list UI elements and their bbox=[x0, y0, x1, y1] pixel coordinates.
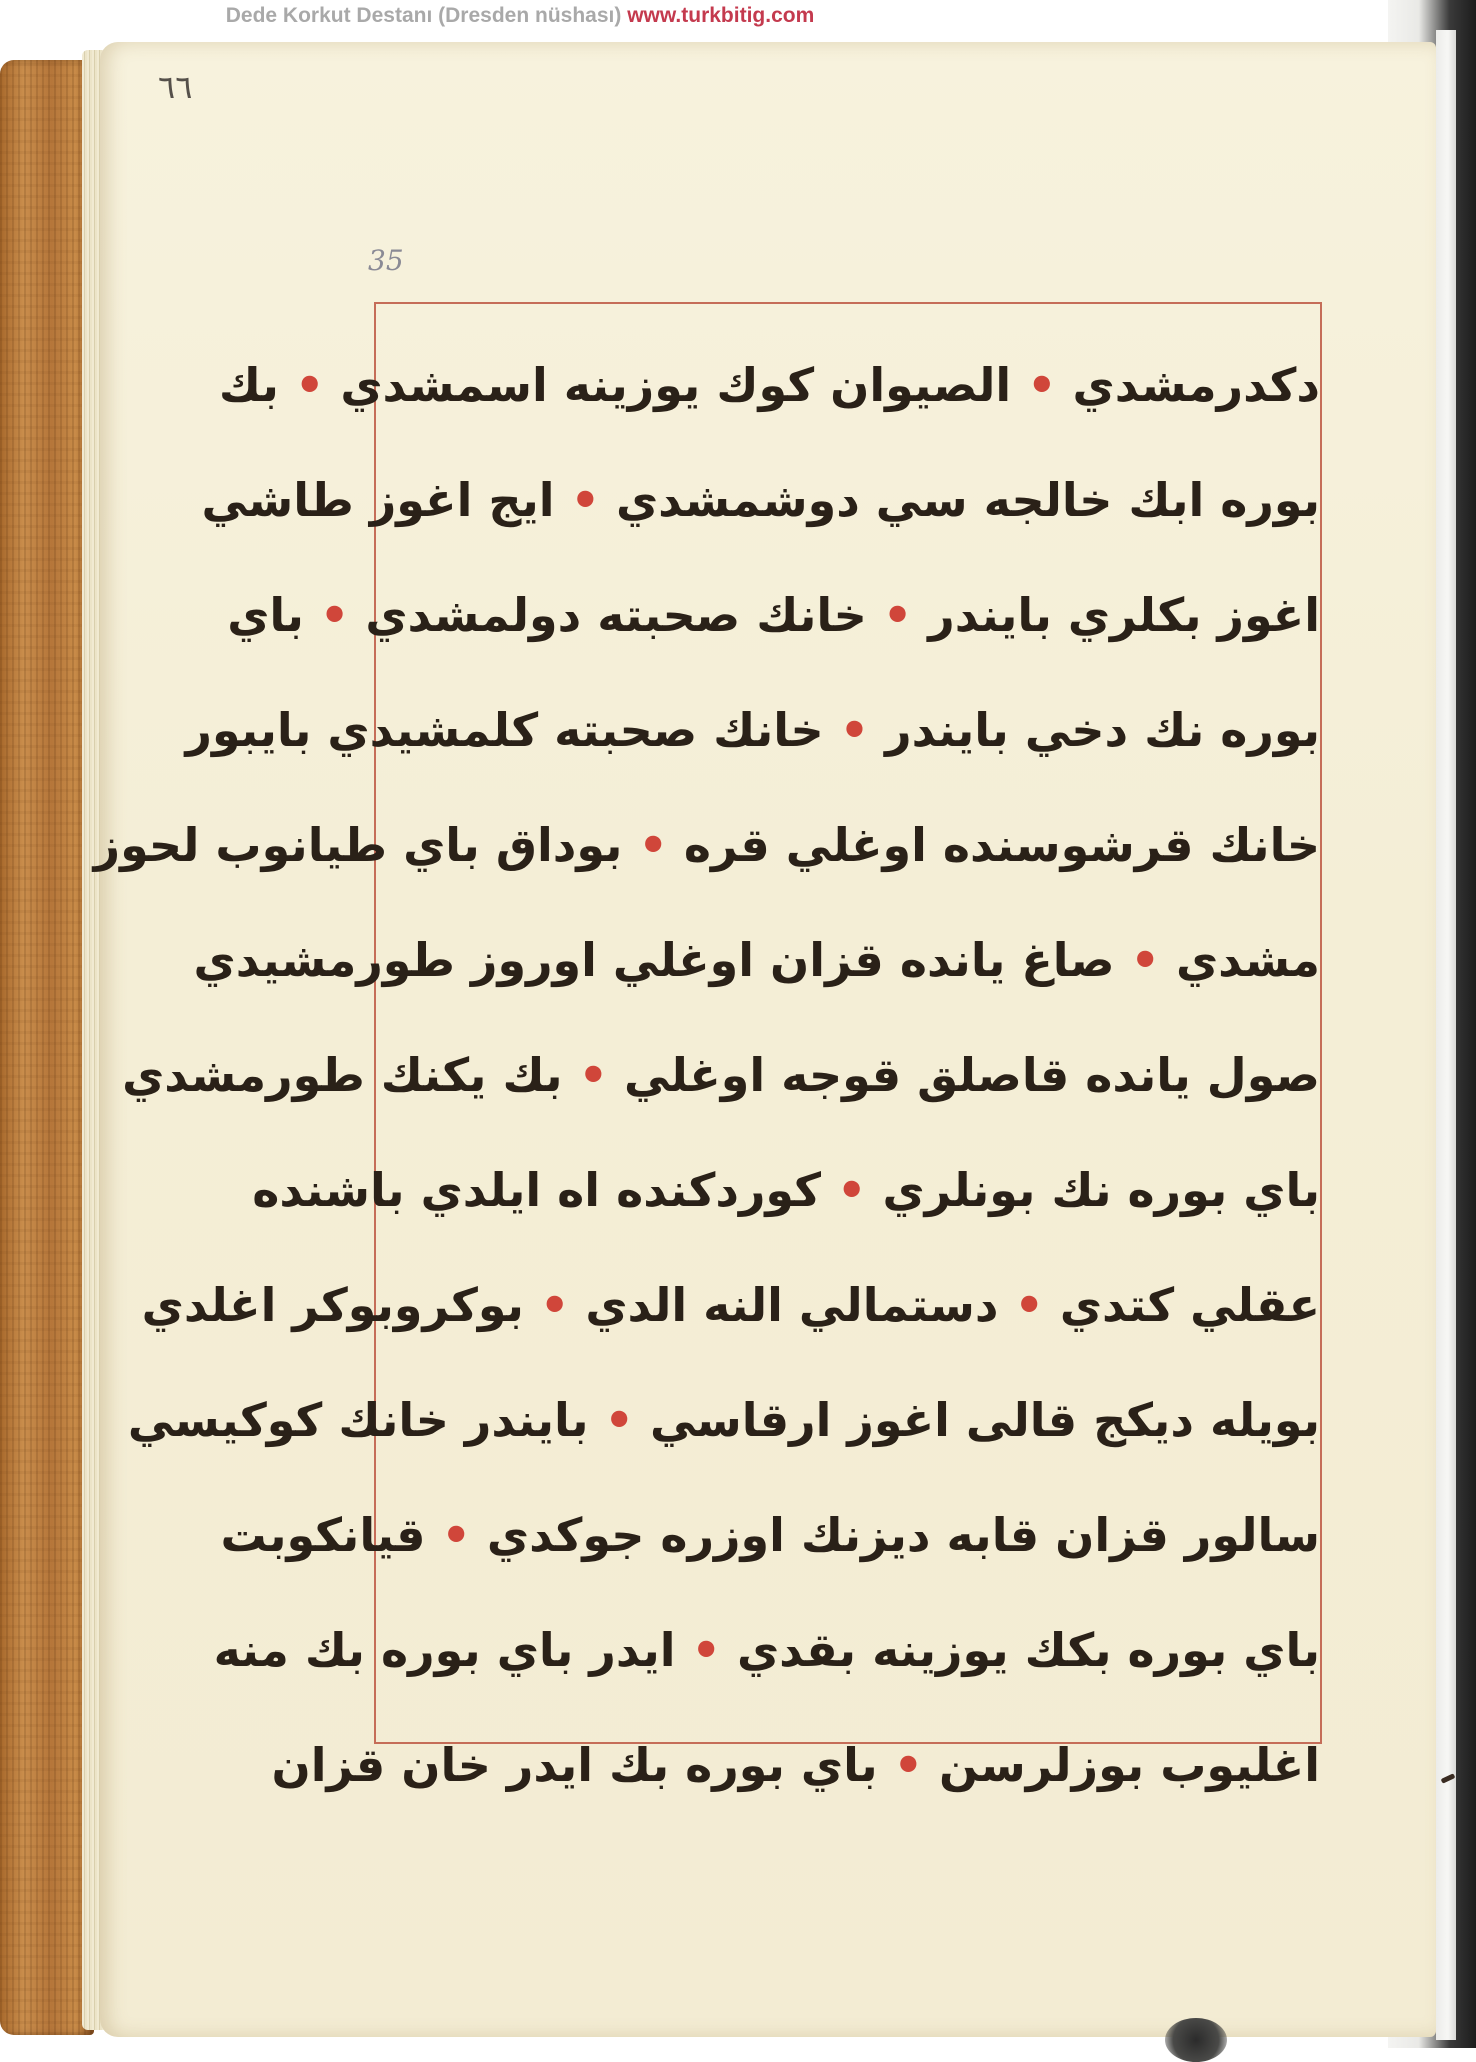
watermark-url[interactable]: www.turkbitig.com bbox=[627, 4, 815, 27]
text-line-12: باي بوره بكك يوزينه بقدي • ايدر باي بوره بك منه bbox=[213, 1623, 1320, 1677]
book-cover bbox=[0, 60, 94, 2035]
rubric-dot: • bbox=[837, 1163, 867, 1217]
rubric-dot: • bbox=[319, 588, 350, 642]
rubric-dot: • bbox=[638, 818, 668, 872]
text-line-5: خانك قرشوسنده اوغلي قره • بوداق باي طيانوب لحوز bbox=[93, 818, 1320, 872]
text-line-1: دكدرمشدي • الصيوان كوك يوزينه اسمشدي • بك bbox=[218, 358, 1320, 412]
ink-stain bbox=[1165, 2018, 1227, 2062]
facing-page-edge bbox=[1436, 30, 1456, 2040]
rubric-dot: • bbox=[1014, 1278, 1044, 1332]
rubric-dot: • bbox=[893, 1738, 924, 1792]
rubric-dot: • bbox=[1130, 933, 1160, 987]
folio-mark: 35 bbox=[368, 244, 404, 277]
text-line-9: عقلي كتدي • دستمالي النه الدي • بوكروبوكر اغلدي bbox=[141, 1278, 1320, 1332]
text-line-11: سالور قزان قابه ديزنك اوزره جوكدي • قيانكوبت bbox=[220, 1508, 1320, 1562]
text-line-2: بوره ابك خالجه سي دوشمشدي • ايج اغوز طاشي bbox=[201, 473, 1320, 527]
text-line-3: اغوز بكلري بايندر • خانك صحبته دولمشدي • باي bbox=[227, 588, 1320, 642]
text-line-13: اغليوب بوزلرسن • باي بوره بك ايدر خان قزان bbox=[271, 1738, 1320, 1792]
rubric-dot: • bbox=[570, 473, 600, 527]
text-line-7: صول يانده قاصلق قوجه اوغلي • بك يكنك طورمشدي bbox=[122, 1048, 1320, 1102]
watermark-title: Dede Korkut Destanı (Dresden nüshası) bbox=[225, 4, 622, 27]
rubric-dot: • bbox=[839, 703, 870, 757]
text-line-10: بويله ديكج قالى اغوز ارقاسي • بايندر خانك كوكيسي bbox=[127, 1393, 1320, 1447]
rubric-dot: • bbox=[441, 1508, 471, 1562]
text-line-8: باي بوره نك بونلري • كوردكنده اه ايلدي باشنده bbox=[252, 1163, 1320, 1217]
watermark-header bbox=[0, 4, 1040, 28]
rubric-dot: • bbox=[294, 358, 325, 412]
rubric-dot: • bbox=[539, 1278, 570, 1332]
rubric-dot: • bbox=[604, 1393, 634, 1447]
text-line-6: مشدي • صاغ يانده قزان اوغلي اوروز طورمشيدي bbox=[193, 933, 1320, 987]
rubric-dot: • bbox=[882, 588, 913, 642]
text-line-4: بوره نك دخي بايندر • خانك صحبته كلمشيدي بايبور bbox=[185, 703, 1320, 757]
text-block bbox=[93, 328, 1320, 1823]
rubric-dot: • bbox=[578, 1048, 608, 1102]
manuscript-page bbox=[93, 42, 1436, 2037]
rubric-dot: • bbox=[691, 1623, 721, 1677]
rubric-dot: • bbox=[1027, 358, 1057, 412]
page-number: ٦٦ bbox=[158, 68, 193, 106]
